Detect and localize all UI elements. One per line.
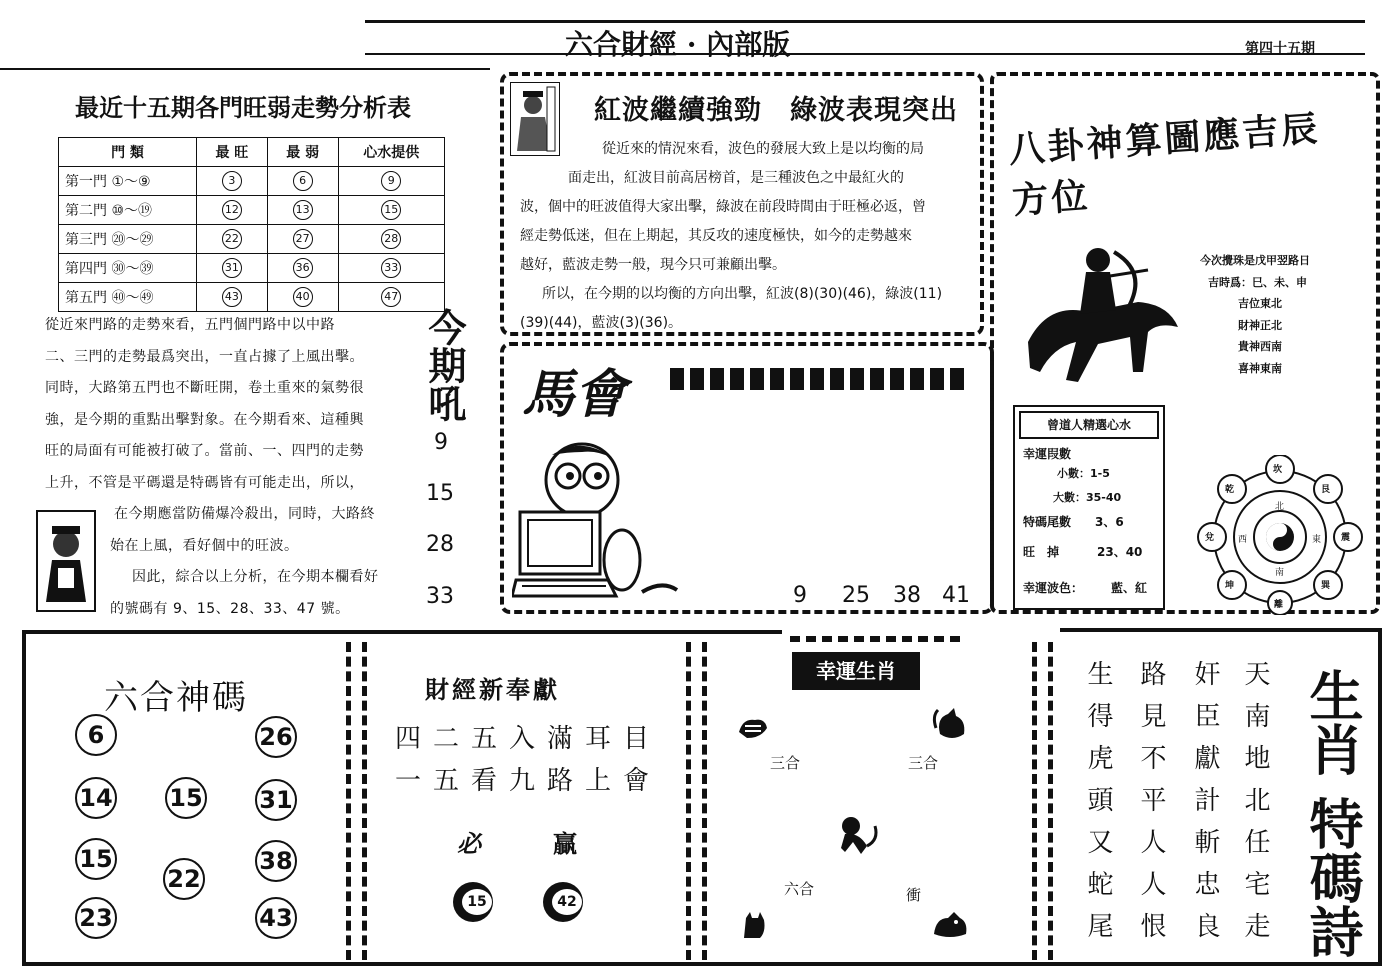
archer-on-horse-icon [1018, 232, 1188, 392]
table-row: 第一門 ①～⑨ 3 6 9 [59, 167, 445, 196]
bagua-title: 八卦神算圖應吉辰方位 [1007, 107, 1322, 223]
horse-number: 41 [942, 583, 970, 608]
card-lucky-label: 幸運叚數 [1023, 447, 1072, 461]
jinqi-number: 9 [434, 430, 448, 455]
poem-big-title-2: 特碼詩 [1301, 796, 1365, 958]
shenma-ball: 15 [75, 838, 117, 880]
divider [1048, 642, 1053, 960]
shengxiao-title: 幸運生肖 [792, 652, 920, 690]
poem-column-1: 天南地北任宅走 [1240, 660, 1270, 954]
horse-title-strip [670, 368, 970, 390]
liuhe-label: 六合 [784, 880, 815, 898]
cartoon-computer [512, 440, 692, 605]
shenma-ball: 22 [163, 858, 205, 900]
issue-number: 第四十五期 [1245, 41, 1315, 57]
trend-table [58, 137, 445, 312]
caijing-line1: 四二五入滿耳目 [395, 724, 662, 754]
shenma-ball: 6 [75, 714, 117, 756]
shenma-ball: 23 [75, 897, 117, 939]
cat-icon [738, 908, 768, 940]
header-rule-top [365, 20, 1365, 23]
wheel-label: 艮 [1321, 485, 1331, 495]
wheel-label: 離 [1274, 600, 1284, 610]
page-title: 六合財經 · 內部版 [565, 28, 791, 61]
card-tail-label: 特碼尾數 [1023, 515, 1072, 529]
jinqi-number: 33 [426, 584, 454, 609]
wheel-label: 乾 [1225, 485, 1235, 495]
shenma-ball: 38 [255, 840, 297, 882]
divider [686, 642, 691, 960]
horse-number: 25 [842, 583, 870, 608]
poem-column-4: 生得虎頭又蛇尾 [1083, 660, 1113, 954]
jinqi-label: 今期吼 [422, 308, 467, 422]
shenma-ball: 26 [255, 716, 297, 758]
divider [362, 642, 367, 960]
trend-paragraph-indented: 在今期應當防備爆冷殺出，同時，大路終 始在上風，看好個中的旺波。 因此，綜合以上分析，在今期本欄看好 的號碼有 9、15、28、33、47 號。 [110, 506, 379, 617]
shengxiao-strip [790, 636, 960, 642]
wheel-label: 坤 [1225, 581, 1235, 591]
poem-big-title-1: 生肖 [1301, 668, 1365, 776]
divider [346, 642, 351, 960]
trend-paragraph: 從近來門路的走勢來看，五門個門路中以中路 二、三門的走勢最爲突出，一直占據了上風出擊。 同時，大路第五門也不斷旺開，卷土重來的氣勢很 強，是今期的重點出擊對象。在今期看來、這種興 旺的局面有可能被打破了。當前、一、四門的走勢 上升，不管是平碼還是特碼皆有可能走出，所以， [45, 317, 364, 491]
card-wang-label: 旺 掉 [1023, 545, 1060, 559]
horse-number: 9 [793, 583, 807, 608]
caijing-bi: 必 [457, 829, 481, 858]
jinqi-number: 28 [426, 532, 454, 557]
shenma-ball: 31 [255, 779, 297, 821]
card-title: 曾道人精選心水 [1019, 411, 1159, 439]
caijing-ying: 贏 [553, 829, 577, 858]
col-best: 最 旺 [197, 138, 268, 167]
tiger-icon [735, 712, 769, 742]
wheel-label: 巽 [1321, 581, 1331, 591]
horse-number: 38 [893, 583, 921, 608]
sanhe-left: 三合 [770, 754, 801, 772]
computer-mascot-icon [512, 440, 692, 605]
wave-title: 紅波繼續強勁 綠波表現突出 [594, 95, 958, 126]
wheel-label: 西 [1238, 535, 1248, 545]
wheel-label: 震 [1341, 533, 1351, 543]
bagua-info: 今次攪珠是戊甲翌路日 吉時爲：巳、未、申 吉位東北 財神正北 貴神西南 喜神東南 [1200, 254, 1310, 375]
card-wave-label: 幸運波色： [1023, 581, 1084, 595]
wheel-label: 坎 [1273, 465, 1283, 475]
wheel-label: 東 [1312, 535, 1322, 545]
trend-table-wrap [58, 137, 445, 306]
divider [702, 642, 707, 960]
wheel-label: 北 [1275, 502, 1285, 512]
divider [1032, 642, 1037, 960]
card-small: 小數：1-5 [1057, 467, 1110, 480]
bagua-wheel-icon [1196, 455, 1364, 615]
card-wave-value: 藍、紅 [1111, 581, 1148, 595]
card-big: 大數：35-40 [1053, 491, 1122, 504]
deity-icon [38, 512, 94, 610]
shenma-ball: 14 [75, 777, 117, 819]
col-door: 門 類 [59, 138, 197, 167]
bottom-frame-top-left [22, 630, 782, 634]
monkey-icon [835, 812, 881, 856]
card-wang-value: 23、40 [1097, 545, 1143, 559]
table-row: 第二門 ⑩～⑲ 12 13 15 [59, 196, 445, 225]
col-tip: 心水提供 [338, 138, 444, 167]
bottom-frame-top-right [1060, 628, 1380, 632]
caijing-ball: 42 [543, 882, 583, 922]
shenma-title: 六合神碼 [104, 678, 248, 718]
caijing-ball: 15 [453, 882, 493, 922]
left-top-rule [0, 68, 490, 70]
wheel-label: 南 [1275, 568, 1285, 578]
selection-card [1013, 405, 1165, 610]
archer-horseman [1018, 232, 1188, 392]
bottom-frame-left [22, 630, 26, 966]
table-row: 第四門 ㉚～㊴ 31 36 33 [59, 254, 445, 283]
wheel-label: 兌 [1205, 533, 1215, 543]
wave-paragraph: 從近來的情況來看，波色的發展大致上是以均衡的局 面走出，紅波目前高居榜首，是三種波色之中最紅火的 波，個中的旺波值得大家出擊，綠波在前段時間由于旺極必返，曾 經走勢低迷，但在上期起，其反攻的速度極快，如今的走勢越來 越好，藍波走勢一般，現今只可兼顧出擊。 所以，在今期的以均衡的方向出擊，紅波(8)(30)(46)，綠波(11) (39)(44)，藍波(3)(36)。 [520, 141, 943, 331]
table-row: 第五門 ㊵～㊾ 43 40 47 [59, 283, 445, 312]
rooster-icon [930, 704, 970, 744]
shenma-ball: 43 [255, 897, 297, 939]
trend-title: 最近十五期各門旺弱走勢分析表 [75, 93, 411, 122]
table-row: 第三門 ⑳～㉙ 22 27 28 [59, 225, 445, 254]
bagua-wheel [1196, 455, 1364, 615]
bottom-frame-right [1378, 628, 1382, 966]
horse-title: 馬會 [522, 364, 627, 425]
col-weak: 最 弱 [267, 138, 338, 167]
shenma-ball: 15 [165, 777, 207, 819]
card-tail-value: 3、6 [1095, 515, 1124, 529]
caijing-line2: 一五看九路上會 [395, 766, 662, 796]
chong-label: 衝 [906, 886, 922, 904]
poem-column-2: 奸臣獻計斬忠良 [1190, 660, 1220, 954]
caijing-title: 財經新奉獻 [425, 675, 560, 704]
poem-column-3: 路見不平人人恨 [1136, 660, 1166, 954]
bottom-frame-bottom [22, 962, 1382, 966]
jinqi-number: 15 [426, 481, 454, 506]
header-rule-bottom [365, 53, 1365, 55]
deity-portrait-left [36, 510, 96, 612]
dog-icon [930, 908, 970, 940]
sanhe-right: 三合 [908, 754, 939, 772]
